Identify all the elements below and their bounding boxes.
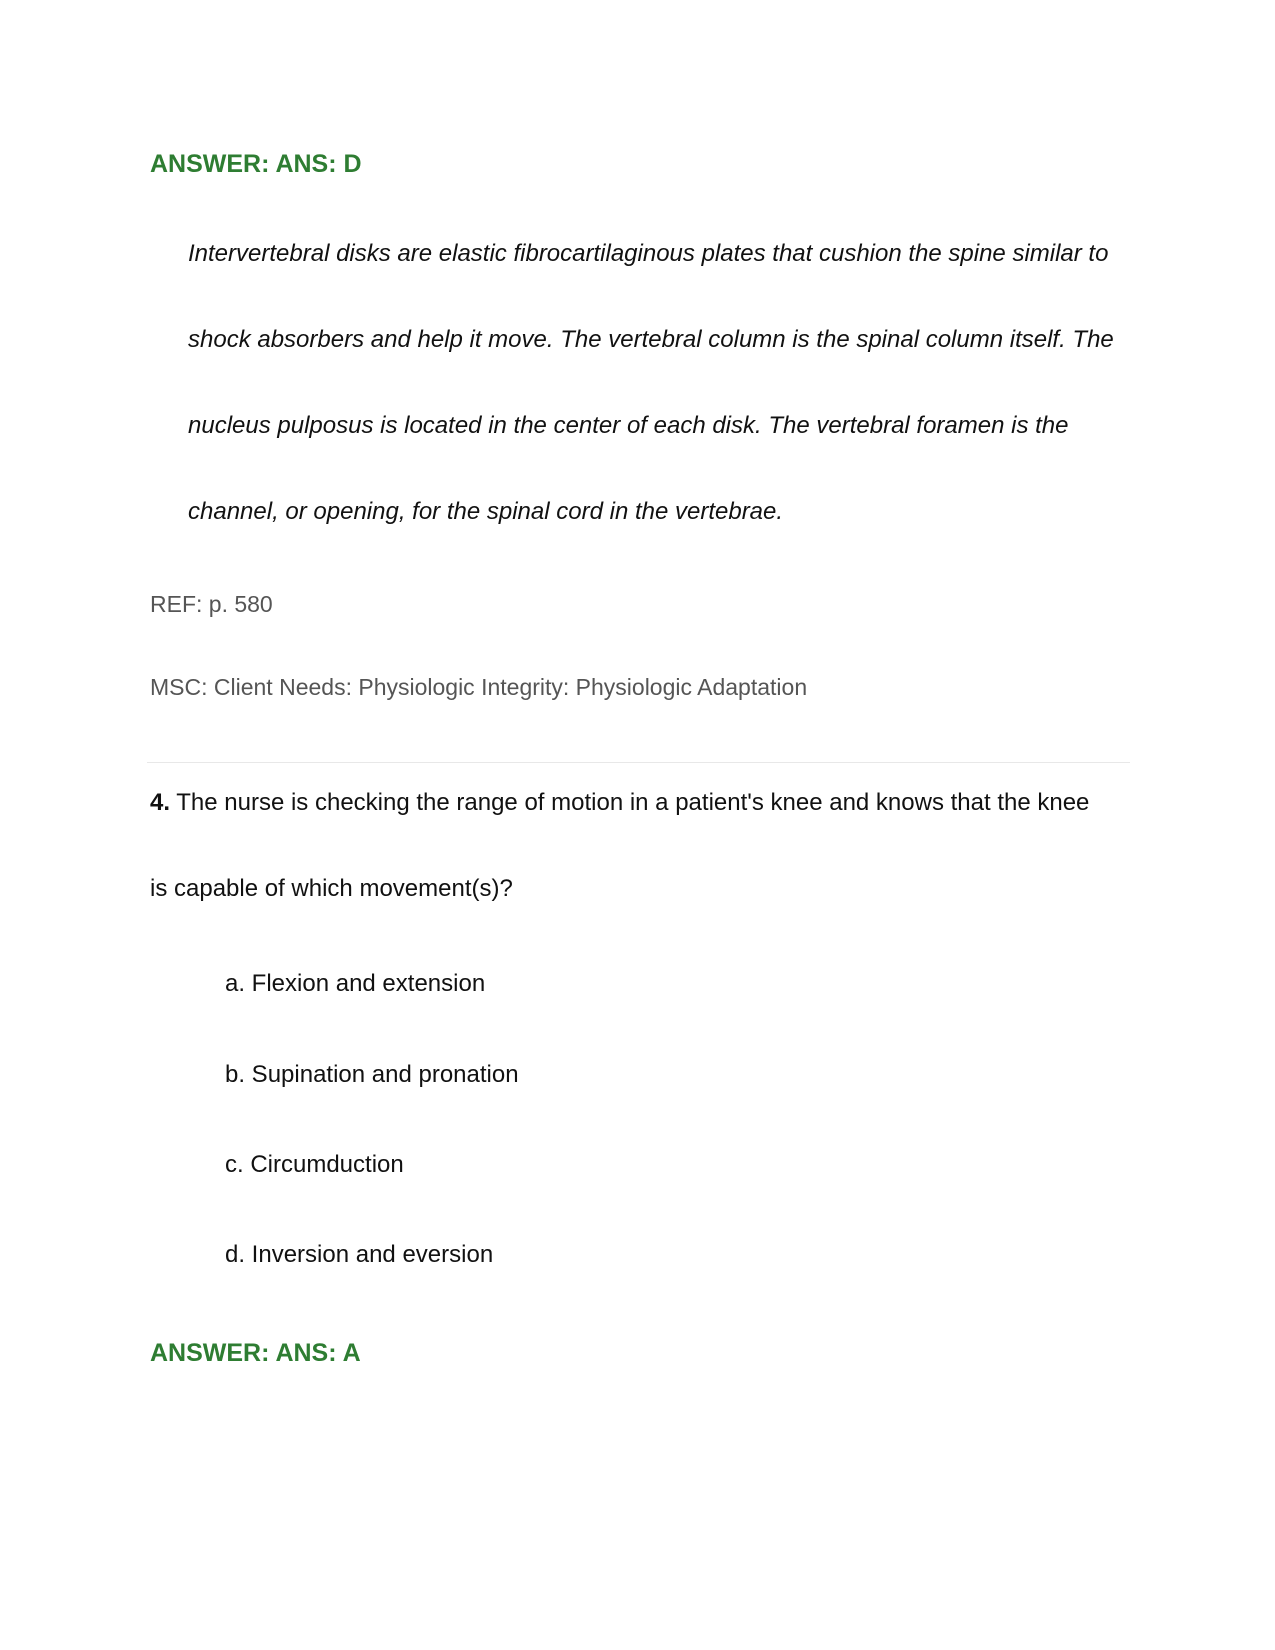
question-4 [150, 760, 1110, 932]
question-text: The nurse is checking the range of motion in a patient's knee and knows that the knee is capable of which movement(s)? [150, 789, 1090, 902]
option-b: b. Supination and pronation [225, 1061, 519, 1088]
option-d: d. Inversion and eversion [225, 1241, 494, 1268]
msc-client-needs: MSC: Client Needs: Physiologic Integrity: Physiologic Adaptation [150, 674, 808, 700]
option-a: a. Flexion and extension [225, 970, 486, 997]
question-answer-label: ANSWER: ANS: A [150, 1339, 361, 1367]
question-number: 4. [150, 789, 171, 816]
answer-rationale: Intervertebral disks are elastic fibrocartilaginous plates that cushion the spine similar to shock absorbers and help it move. The vertebral column is the spinal column itself. The nucleus pulposus is located in the center of each disk. The vertebral foramen is the channel, or opening, for the spinal cord in the vertebrae. [188, 240, 1114, 525]
previous-answer-label: ANSWER: ANS: D [150, 150, 362, 178]
reference-page: REF: p. 580 [150, 591, 273, 617]
option-c: c. Circumduction [225, 1151, 404, 1178]
